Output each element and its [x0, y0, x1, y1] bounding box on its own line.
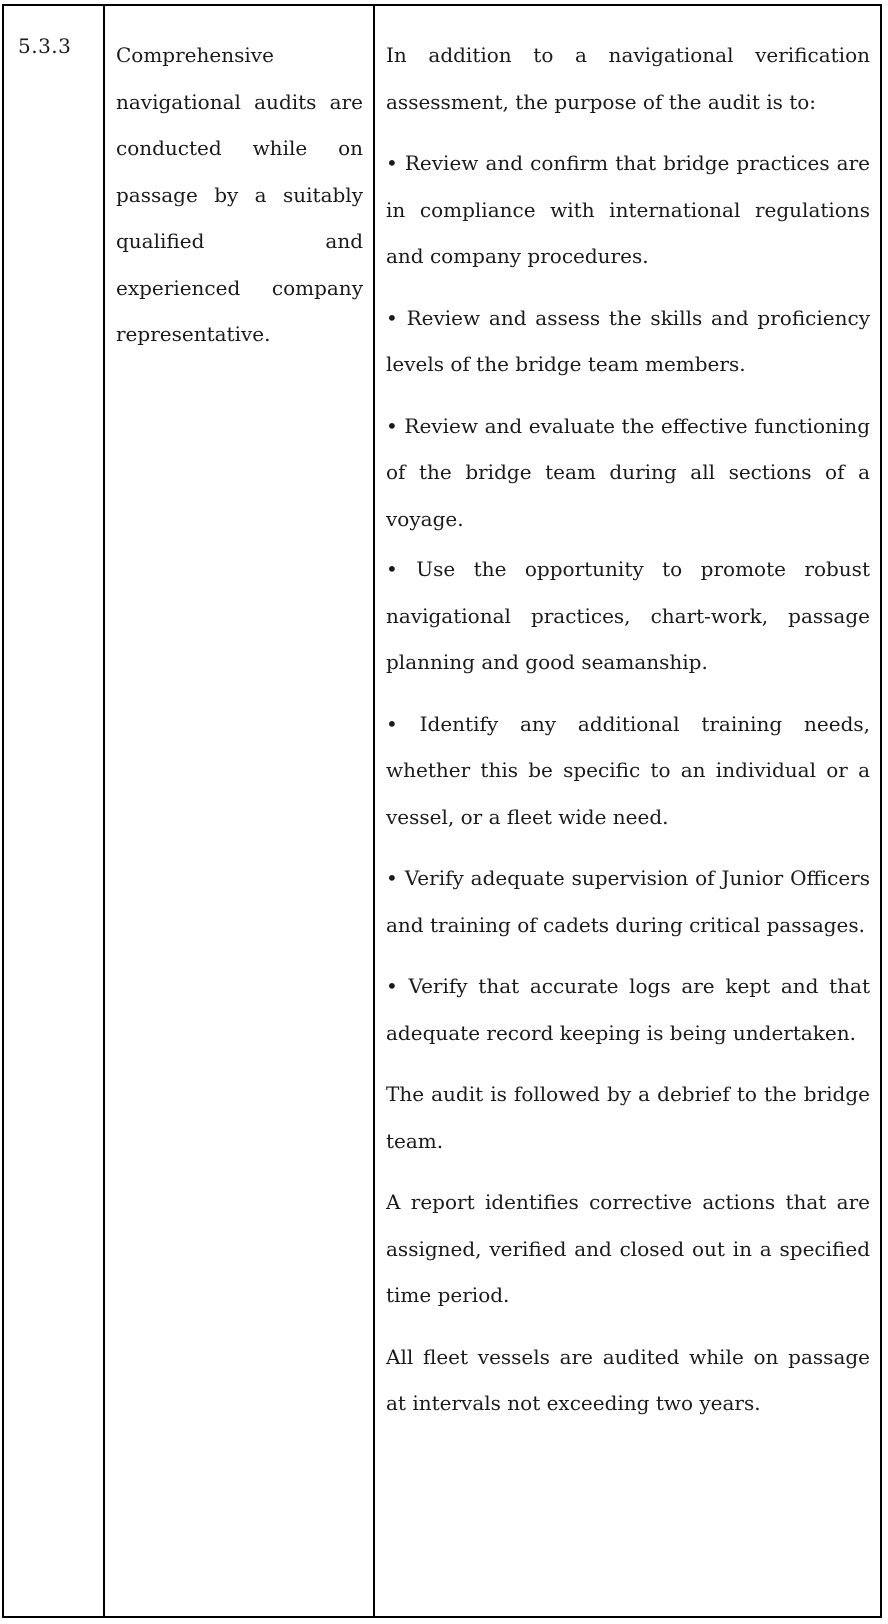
guidance-table — [2, 4, 882, 1618]
guidance-debrief: The audit is followed by a debrief to the bridge team. — [386, 1082, 870, 1153]
guidance-bullet-7: • Verify that accurate logs are kept and that adequate record keeping is being undertaken. — [386, 974, 870, 1045]
standard-cell — [105, 6, 375, 1616]
guidance-cell — [375, 6, 880, 1616]
guidance-bullet-1: • Review and confirm that bridge practices are in compliance with international regulations and company procedures. — [386, 151, 870, 268]
guidance-bullet-5: • Identify any additional training needs, whether this be specific to an individual or a vessel, or a fleet wide need. — [386, 711, 870, 829]
standard-text: Comprehensive navigational audits are conducted while on passage by a suitably qualified and experienced company representative. — [116, 43, 363, 346]
guidance-intro: In addition to a navigational verification assessment, the purpose of the audit is to: — [386, 43, 870, 114]
guidance-interval: All fleet vessels are audited while on passage at intervals not exceeding two years. — [386, 1344, 870, 1415]
guidance-report: A report identifies corrective actions that are assigned, verified and closed out in a specified time period. — [386, 1190, 870, 1307]
guidance-bullet-6: • Verify adequate supervision of Junior Officers and training of cadets during critical passages. — [386, 866, 870, 937]
section-number-cell — [4, 6, 105, 1616]
guidance-bullet-2: • Review and assess the skills and proficiency levels of the bridge team members. — [386, 305, 870, 376]
guidance-bullet-4: • Use the opportunity to promote robust navigational practices, chart-work, passage planning and good seamanship. — [386, 557, 870, 674]
section-number: 5.3.3 — [18, 34, 72, 58]
guidance-bullet-3: • Review and evaluate the effective functioning of the bridge team during all sections of a voyage. — [386, 413, 870, 531]
